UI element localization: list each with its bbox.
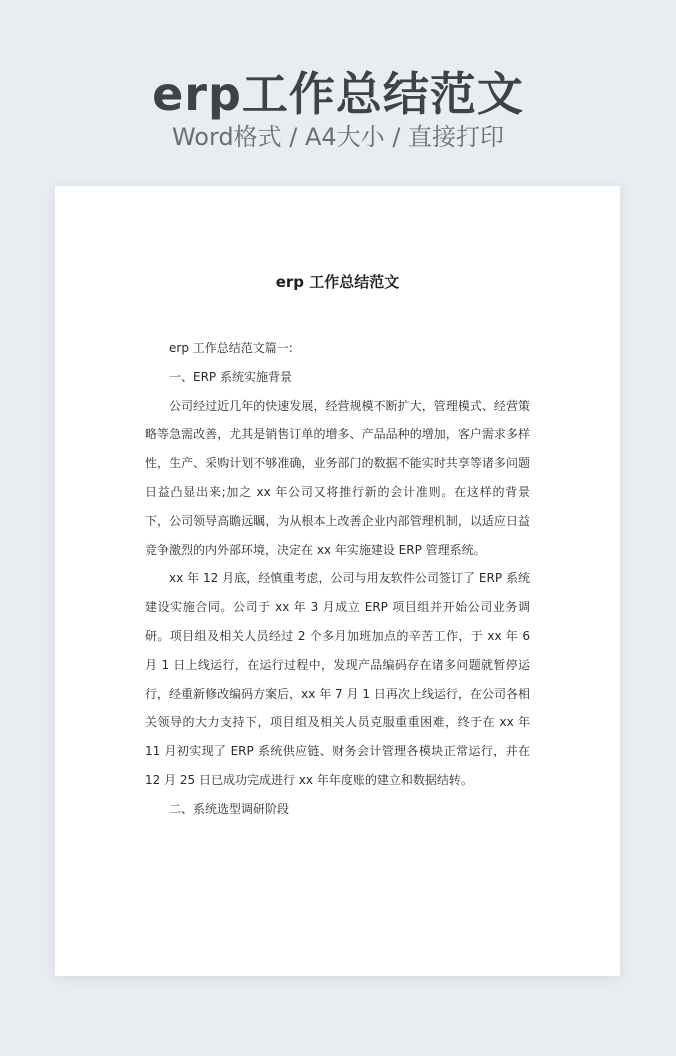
section-heading-1: 一、ERP 系统实施背景 (169, 369, 292, 384)
document-body (145, 334, 530, 824)
paragraph-intro: erp 工作总结范文篇一: (169, 341, 293, 355)
document-title: erp 工作总结范文 (275, 273, 400, 291)
section-heading-2: 二、系统选型调研阶段 (169, 801, 290, 816)
paragraph-background: 公司经过近几年的快速发展，经营规模不断扩大，管理模式、经营策略等急需改善，尤其是销售订单的增多、产品品种的增加，客户需求多样性，生产、采购计划不够准确，业务部门的数据不能实时共享等诸多问题日益凸显出来;加之 xx 年公司又将推行新的会计准则。在这样的背景下，公司领导高瞻远瞩，为从根本上改善企业内部管理机制，以适应日益竞争激烈的内外部环境，决定在 xx 年实施建设 ERP 管理系统。 (145, 398, 530, 557)
banner-title: erp工作总结范文 (152, 67, 524, 121)
document-page (55, 186, 620, 976)
banner-subtitle: Word格式 / A4大小 / 直接打印 (171, 123, 505, 151)
paragraph-implementation: xx 年 12 月底，经慎重考虑，公司与用友软件公司签订了 ERP 系统建设实施合同。公司于 xx 年 3 月成立 ERP 项目组并开始公司业务调研。项目组及相关人员经过 2 个多月加班加点的辛苦工作，于 xx 年 6 月 1 日上线运行，在运行过程中，发现产品编码存在诸多问题就暂停运行，经重新修改编码方案后，xx 年 7 月 1 日再次上线运行，在公司各相关领导的大力支持下，项目组及相关人员克服重重困难，终于在 xx 年 11 月初实现了 ERP 系统供应链、财务会计管理各模块正常运行，并在 12 月 25 日已成功完成进行 xx 年年度账的建立和数据结转。 (145, 571, 530, 787)
